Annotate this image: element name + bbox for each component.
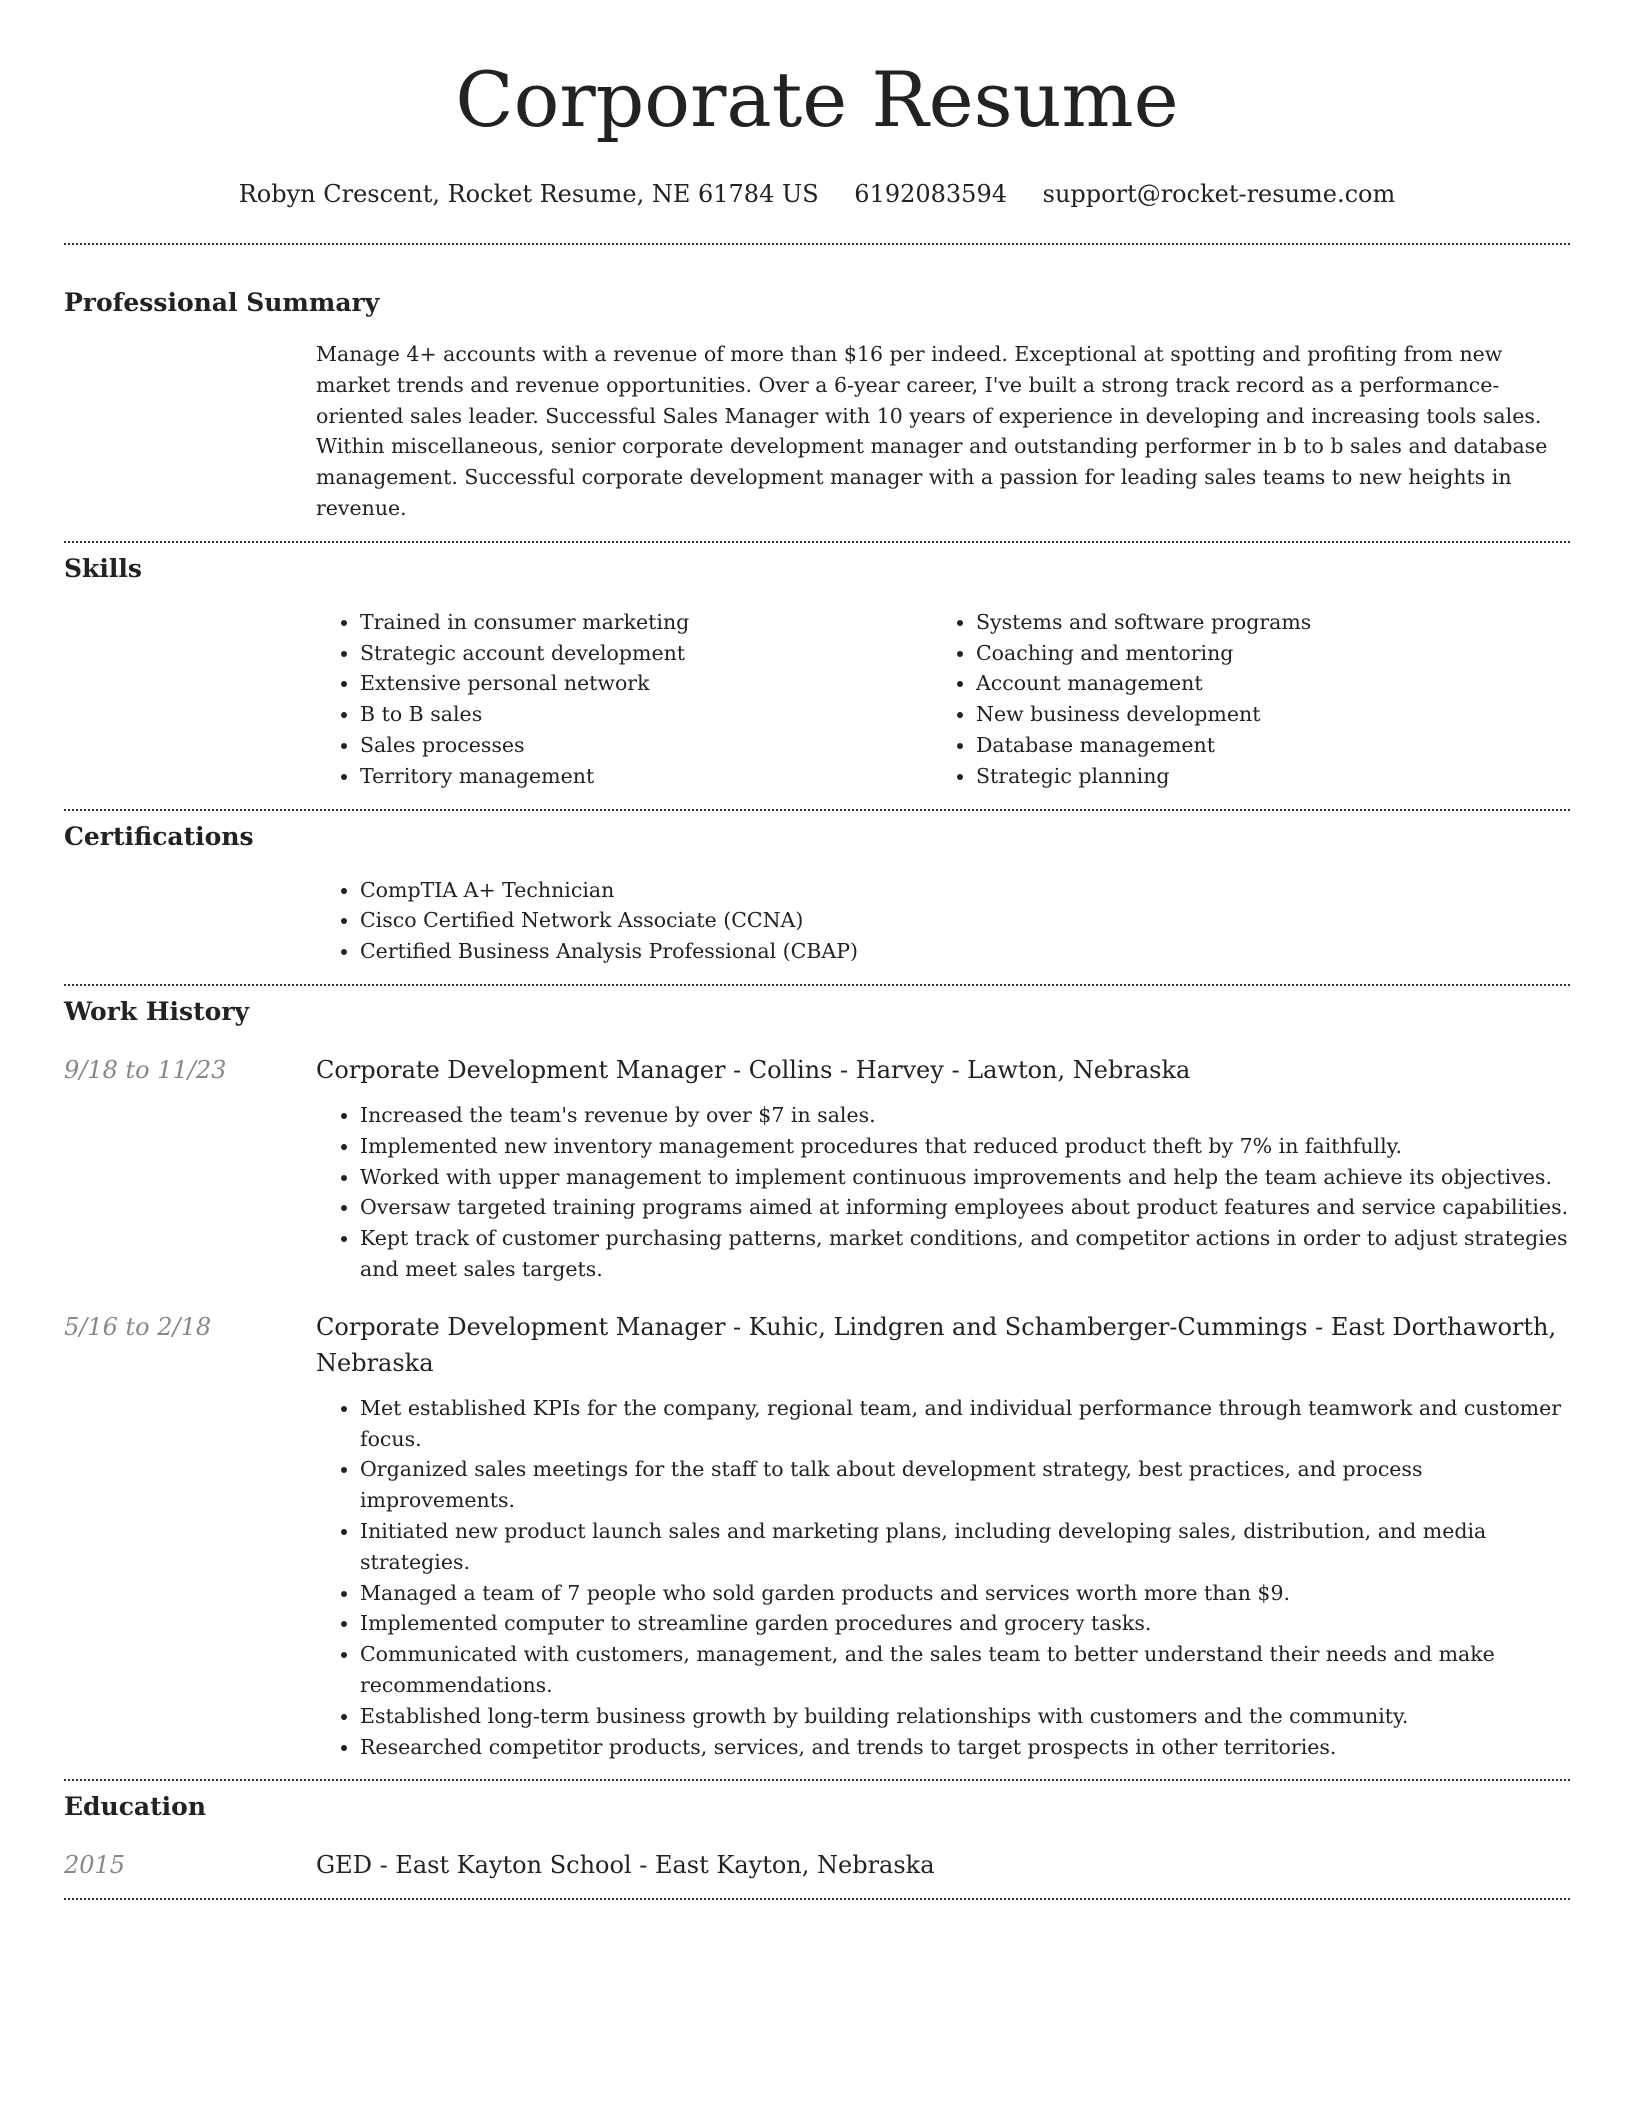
education-details [316, 1847, 1570, 1883]
education-year: 2015 [64, 1851, 126, 1880]
contact-email: support@rocket-resume.com [1042, 180, 1396, 208]
summary-heading: Professional Summary [64, 288, 380, 317]
section-divider [64, 243, 1570, 245]
work-history-heading: Work History [64, 996, 250, 1026]
job-bullet: • Increased the team's revenue by over $7 in sales. [360, 1100, 1570, 1131]
summary-text: Manage 4+ accounts with a revenue of more than $16 per indeed. Exceptional at spotting and profiting from new market trends and revenue opportunities. Over a 6-year career, I've built a strong track record as a performance-oriented sales leader. Successful Sales Manager with 10 years of experience in developing and increasing tools sales. Within miscellaneous, senior corporate development manager and outstanding performer in b to b sales and database management. Successful corporate development manager with a passion for leading sales teams to new heights in revenue. [316, 342, 1548, 520]
certification-item: • Cisco Certified Network Associate (CCNA) [360, 905, 1570, 936]
job-bullet: • Implemented new inventory management procedures that reduced product theft by 7% in faithfully. [360, 1131, 1570, 1162]
section-divider [64, 1898, 1570, 1900]
job-bullet: • Initiated new product launch sales and marketing plans, including developing sales, distribution, and media strategies. [360, 1516, 1570, 1578]
section-divider [64, 541, 1570, 543]
certifications-section [64, 821, 1570, 967]
job-entry [64, 1309, 1570, 1763]
job-bullet: • Organized sales meetings for the staff to talk about development strategy, best practices, and process improvements. [360, 1454, 1570, 1516]
certifications-list [316, 875, 1570, 967]
certification-item: • CompTIA A+ Technician [360, 875, 1570, 906]
job-bullets [316, 1100, 1570, 1285]
contact-line [64, 178, 1570, 210]
job-bullets [316, 1393, 1570, 1763]
job-bullet: • Oversaw targeted training programs aimed at informing employees about product features and service capabilities. [360, 1192, 1570, 1223]
resume-page [64, 0, 1570, 1900]
skill-item: • Territory management [360, 761, 932, 792]
skill-item: • Strategic account development [360, 638, 932, 669]
resume-title: Corporate Resume [455, 55, 1179, 144]
job-bullet: • Kept track of customer purchasing patterns, market conditions, and competitor actions in order to adjust strategies and meet sales targets. [360, 1223, 1570, 1285]
education-section [64, 1791, 1570, 1883]
skill-item: • Strategic planning [976, 761, 1548, 792]
education-entry [64, 1847, 1570, 1883]
section-divider [64, 809, 1570, 811]
certifications-body [316, 875, 1570, 967]
certification-item: • Certified Business Analysis Professional (CBAP) [360, 936, 1570, 967]
skill-item: • Account management [976, 668, 1548, 699]
job-dates: 5/16 to 2/18 [64, 1312, 212, 1341]
skills-section [64, 553, 1570, 792]
skills-grid [316, 607, 1570, 792]
education-heading: Education [64, 1792, 207, 1822]
skill-item: • Systems and software programs [976, 607, 1548, 638]
job-entry [64, 1052, 1570, 1285]
contact-address: Robyn Crescent, Rocket Resume, NE 61784 US [238, 180, 819, 208]
contact-phone: 6192083594 [854, 180, 1007, 208]
skills-list-right [932, 607, 1548, 792]
job-details [316, 1309, 1570, 1763]
job-dates: 9/18 to 11/23 [64, 1055, 227, 1084]
job-bullet: • Managed a team of 7 people who sold garden products and services worth more than $9. [360, 1578, 1570, 1609]
skill-item: • Database management [976, 730, 1548, 761]
skill-item: • B to B sales [360, 699, 932, 730]
job-bullet: • Met established KPIs for the company, regional team, and individual performance through teamwork and customer focus. [360, 1393, 1570, 1455]
job-title: Corporate Development Manager - Collins - Harvey - Lawton, Nebraska [316, 1055, 1191, 1084]
skills-list-left [316, 607, 932, 792]
job-bullet: • Communicated with customers, management, and the sales team to better understand their needs and make recommendations. [360, 1639, 1570, 1701]
section-divider [64, 984, 1570, 986]
summary-section [64, 287, 1570, 524]
section-divider [64, 1779, 1570, 1781]
job-bullet: • Worked with upper management to implement continuous improvements and help the team achieve its objectives. [360, 1162, 1570, 1193]
education-title: GED - East Kayton School - East Kayton, Nebraska [316, 1851, 935, 1880]
job-bullet: • Researched competitor products, services, and trends to target prospects in other territories. [360, 1732, 1570, 1763]
skill-item: • Sales processes [360, 730, 932, 761]
skill-item: • Trained in consumer marketing [360, 607, 932, 638]
skills-heading: Skills [64, 553, 142, 583]
job-bullet: • Implemented computer to streamline garden procedures and grocery tasks. [360, 1608, 1570, 1639]
skill-item: • Extensive personal network [360, 668, 932, 699]
job-details [316, 1052, 1570, 1285]
skill-item: • Coaching and mentoring [976, 638, 1548, 669]
job-title: Corporate Development Manager - Kuhic, Lindgren and Schamberger-Cummings - East Dorthaworth, Nebraska [316, 1312, 1557, 1377]
work-history-section [64, 996, 1570, 1762]
job-bullet: • Established long-term business growth by building relationships with customers and the community. [360, 1701, 1570, 1732]
skill-item: • New business development [976, 699, 1548, 730]
certifications-heading: Certifications [64, 821, 254, 851]
